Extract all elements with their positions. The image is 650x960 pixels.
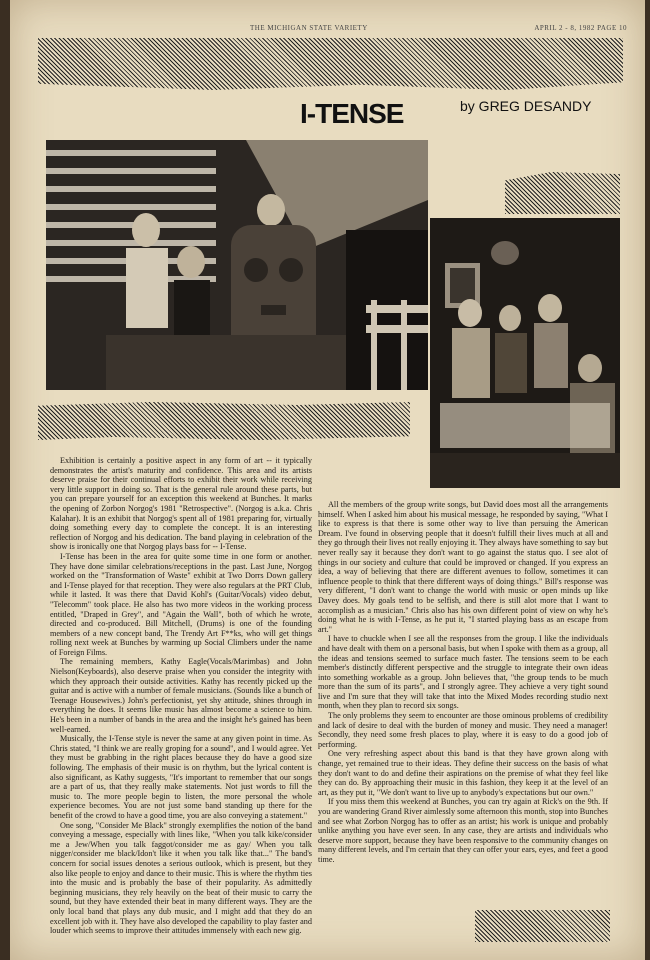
article-title: I-TENSE	[300, 98, 404, 129]
decorative-hatch-banner	[38, 38, 623, 90]
decorative-hatch-footer	[475, 910, 610, 942]
paragraph: The only problems they seem to encounter are those ominous problems of credibility and lack of desire to deal with the burden of money and music. They need a manager! Secondly, they need some fresh places to play, where it is easy to do a good job of performing.	[318, 711, 608, 749]
paragraph: Musically, the I-Tense style is never the same at any given point in time. As Chris stated, "I think we are really groping for a sound", and I would agree. Yet they must be grabbing in the right places because they do have a good size following. The emphasis of their music is on rhythm, but the lyrical content is also significant, as Kathy suggests, "It's important to remember that our songs are a part of us, that they really make statements. Not just words to fill the music to. The more people begin to listen, the more personal the whole experience becomes. You are not just some band standing up there for the benefit of the crowd to have a good time, you are also conveying a statement."	[50, 734, 312, 820]
date-page-line: APRIL 2 - 8, 1982 PAGE 10	[534, 24, 627, 32]
article-column-left	[50, 456, 312, 936]
article-byline: by GREG DESANDY	[460, 98, 592, 114]
band-photo-outdoor	[46, 140, 428, 390]
publication-name: THE MICHIGAN STATE VARIETY	[250, 24, 368, 32]
paragraph: All the members of the group write songs, but David does most all the arrangements himself. When I asked him about his musical message, he responded by saying, "What I like to express is that there is some other way to live than persuing the American Dream. I've found in observing people that it doesn't fulfill their lives much at all and they go through their lives not really enjoying it. They always have something to say but never really say it because they don't want to go against the status quo. I see alot of things in our society and culture that could be improved or changed. If you express an idea, a way of believing that there are different avenues to follow, sometimes it can influence people to think that there different ways of doing things." Bill's response was very different, "I don't want to change the world with music or open minds up like Davey does. My goals tend to be selfish, and there is still alot more that I want to accomplish as a musician." Chris also has his own different point of view on why he's doing what he is with I-Tense, as he put it, "I started playing bass as an escape from art."	[318, 500, 608, 634]
paragraph: One very refreshing aspect about this band is that they have grown along with change, yet remained true to their ideas. They define their success on the basis of what they don't want to do and define their aspirations on the premise of what they feel like they can do. By approaching their music in this fashion, they keep it at the level of an art, as they put it, "We don't want to live up to anybody's expectations but our own."	[318, 749, 608, 797]
paragraph: I have to chuckle when I see all the responses from the group. I like the individuals and have dealt with them on a personal basis, but when I spoke with them as a group, all the ideas and tensions seemed to surface much faster. The tensions seem to be each member's distinctly different perspective and the struggle to integrate their own ideas into something workable as a group. John believes that, "the group tends to be much more than the sum of its parts", and I strongly agree. They achieve a very tight sound live and I'm sure that they will take that into the Mixed Modes recording studio next month, when they plan to record six songs.	[318, 634, 608, 711]
paragraph: I-Tense has been in the area for quite some time in one form or another. They have done similar celebrations/receptions in the past. Last June, Norgog worked on the "Transformation of Waste" exhibit at Two Dorrs Down gallery and I-Tense played for that reception. They were also regulars at the PRT Club, while it lasted. It was there that David Kohl's (Guitar/Vocals) video debut, "Telecomm" took place. He also has two more videos in the working process entitled, "Draped in Grey", and "Again the Wall", both of which he wrote, directed and co-produced. Bill Mitchell, (Drums) is one of the founding members of a new concept band, The Trendy Art F**ks, who will get things rolling next week at Bunches by warming up Social Climbers under the name of Foreign Films.	[50, 551, 312, 657]
newspaper-page	[10, 0, 645, 960]
band-photo-indoor	[430, 218, 620, 488]
paragraph: The remaining members, Kathy Eagle(Vocals/Marimbas) and John Nielson(Keyboards), also deserve praise when you consider the integrity with which they approach their outside activities. Kathy has recently picked up the guitar and is active with a number of female musicians. (Sounds like a bunch of Teenage Housewives.) John's perfectionist, yet shy attitude, shines through in everything he does. It seems like music has almost become a science to him. He's been in a number of bands in the area and the insight he's gained has been well-earned.	[50, 657, 312, 734]
decorative-hatch-block	[505, 172, 620, 214]
article-column-right	[318, 500, 608, 865]
paragraph: One song, "Consider Me Black" strongly exemplifies the notion of the band conveying a message, especially with lines like, "When you talk kike/consider me a Jew/When you talk faggot/consider me as gay/ When you talk nigger/consider me black/Idon't like it when you talk like that..." The band's concern for social issues denotes a serious outlook, which is present, but they also like people to enjoy and dance to their music. This is where the rhythm ties into the music and is probably the base of their popularity. As admittedly beginning musicians, they rely heavily on the beat of their music to carry the sound, but they have extended their beat in many different ways. They are the only local band that plays any dub music, and I might add that they do an excellent job with it. They have also developed the capability to play faster and louder which seems to improve their attitudes immensely with each new gig.	[50, 820, 312, 936]
decorative-hatch-strip	[38, 402, 410, 440]
paragraph: Exhibition is certainly a positive aspect in any form of art -- it typically demonstrates the artist's maturity and confidence. This area and its artists deserve praise for their continual efforts to exhibit their work while receiving very little support in doing so. That is the general rule around these parts, but you can prepare yourself for an exception this weekend at Bunches. It marks the opening of Zorbon Norgog's 1981 "Retrospective". (Norgog is a.k.a. Chris Kalahar). It is an exhibit that Norgog's spent all of 1981 preparing for, virtually doing something every day to complete the concept. It is an interesting reflection of Norgog and his dedication. The band playing in celebration of the show is ironically one that Norgog plays bass for -- I-Tense.	[50, 456, 312, 552]
paragraph: If you miss them this weekend at Bunches, you can try again at Rick's on the 9th. If you are wandering Grand River aimlessly some afternoon this month, stop into Bunches and see what Zorbon Norgog has to offer as an artist; his work is unique and probably unlike anything you have ever seen. In any case, they are artists and individuals who deserve more support, because they have been responsive to the community changes on many different levels, and I'm certain that they can offer your ears, eyes, and feet a good time.	[318, 797, 608, 864]
